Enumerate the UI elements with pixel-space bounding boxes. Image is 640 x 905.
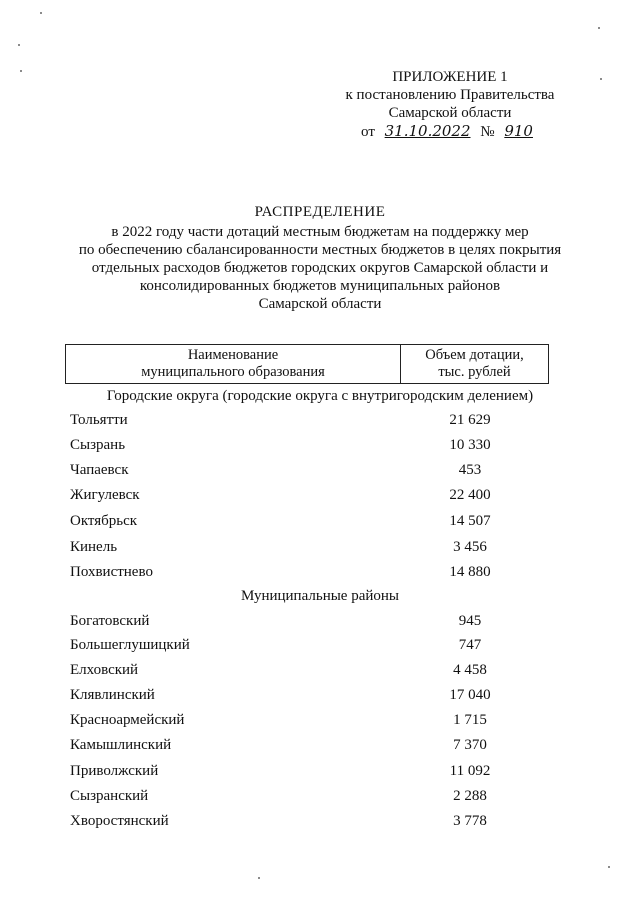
row-value: 22 400: [449, 487, 491, 503]
table-row: [0, 460, 640, 480]
annex-resolution: к постановлению Правительства: [345, 87, 555, 103]
annex-date-line: [330, 122, 570, 141]
table-row: [0, 562, 640, 582]
scan-speck: [20, 70, 22, 72]
row-value: 10 330: [449, 437, 491, 453]
section-title-districts: Муниципальные районы: [240, 588, 400, 604]
section-title-urban: Городские округа (городские округа с внутригородским делением): [106, 388, 534, 404]
document-title: [40, 203, 600, 313]
title-line: Самарской области: [258, 296, 382, 312]
row-name: Красноармейский: [70, 712, 185, 728]
scan-speck: [40, 12, 42, 14]
table-row: [0, 761, 640, 781]
annex-region: Самарской области: [388, 105, 512, 121]
row-name: Октябрьск: [70, 513, 138, 529]
row-name: Сызрань: [70, 437, 126, 453]
annex-block: [330, 68, 570, 141]
header-name-line1: Наименование: [187, 347, 279, 363]
row-name: Клявлинский: [70, 687, 155, 703]
row-value: 11 092: [449, 763, 491, 779]
header-name-cell: [66, 345, 401, 384]
header-amount-cell: [401, 345, 549, 384]
number-prefix: №: [480, 124, 495, 140]
row-value: 14 880: [449, 564, 491, 580]
row-name: Камышлинский: [70, 737, 172, 753]
table-row: [0, 635, 640, 655]
row-value: 14 507: [449, 513, 491, 529]
row-value: 7 370: [453, 737, 487, 753]
row-value: 3 778: [453, 813, 487, 829]
header-name-line2: муниципального образования: [141, 364, 325, 380]
handwritten-number: 910: [504, 122, 533, 140]
table-row: [0, 511, 640, 531]
row-name: Чапаевск: [70, 462, 129, 478]
row-name: Елховский: [70, 662, 139, 678]
table-row: [0, 435, 640, 455]
header-amount-line2: тыс. рублей: [438, 364, 511, 380]
table-header: [65, 344, 549, 384]
table-row: [0, 660, 640, 680]
scan-speck: [598, 27, 600, 29]
row-value: 453: [458, 462, 482, 478]
row-value: 2 288: [453, 788, 487, 804]
row-name: Кинель: [70, 539, 118, 555]
table-row: [0, 786, 640, 806]
table-row: [0, 537, 640, 557]
table-row: [0, 710, 640, 730]
row-value: 747: [458, 637, 482, 653]
row-name: Хворостянский: [70, 813, 169, 829]
table-row: [0, 811, 640, 831]
header-amount-line1: Объем дотации,: [425, 347, 524, 363]
row-name: Похвистнево: [70, 564, 153, 580]
title-line: консолидированных бюджетов муниципальных районов: [139, 278, 501, 294]
table-row: [0, 485, 640, 505]
row-value: 3 456: [453, 539, 487, 555]
scan-speck: [608, 866, 610, 868]
title-heading: РАСПРЕДЕЛЕНИЕ: [254, 204, 386, 220]
scan-speck: [600, 78, 602, 80]
row-name: Богатовский: [70, 613, 150, 629]
scan-speck: [18, 44, 20, 46]
row-name: Тольятти: [70, 412, 128, 428]
table-row: [0, 410, 640, 430]
table-row: [0, 685, 640, 705]
row-value: 1 715: [453, 712, 487, 728]
title-line: отдельных расходов бюджетов городских округов Самарской области и: [91, 260, 549, 276]
title-line: по обеспечению сбалансированности местных бюджетов в целях покрытия: [78, 242, 562, 258]
row-value: 21 629: [449, 412, 491, 428]
scan-speck: [258, 877, 260, 879]
row-name: Большеглушицкий: [70, 637, 190, 653]
table-row: [0, 611, 640, 631]
row-name: Жигулевск: [70, 487, 140, 503]
row-value: 945: [458, 613, 482, 629]
row-value: 4 458: [453, 662, 487, 678]
handwritten-date: 31.10.2022: [384, 122, 471, 140]
row-name: Сызранский: [70, 788, 149, 804]
date-prefix: от: [361, 124, 375, 140]
row-value: 17 040: [449, 687, 491, 703]
title-line: в 2022 году части дотаций местным бюджетам на поддержку мер: [111, 224, 529, 240]
table-row: [0, 735, 640, 755]
annex-title: ПРИЛОЖЕНИЕ 1: [392, 69, 508, 85]
row-name: Приволжский: [70, 763, 159, 779]
